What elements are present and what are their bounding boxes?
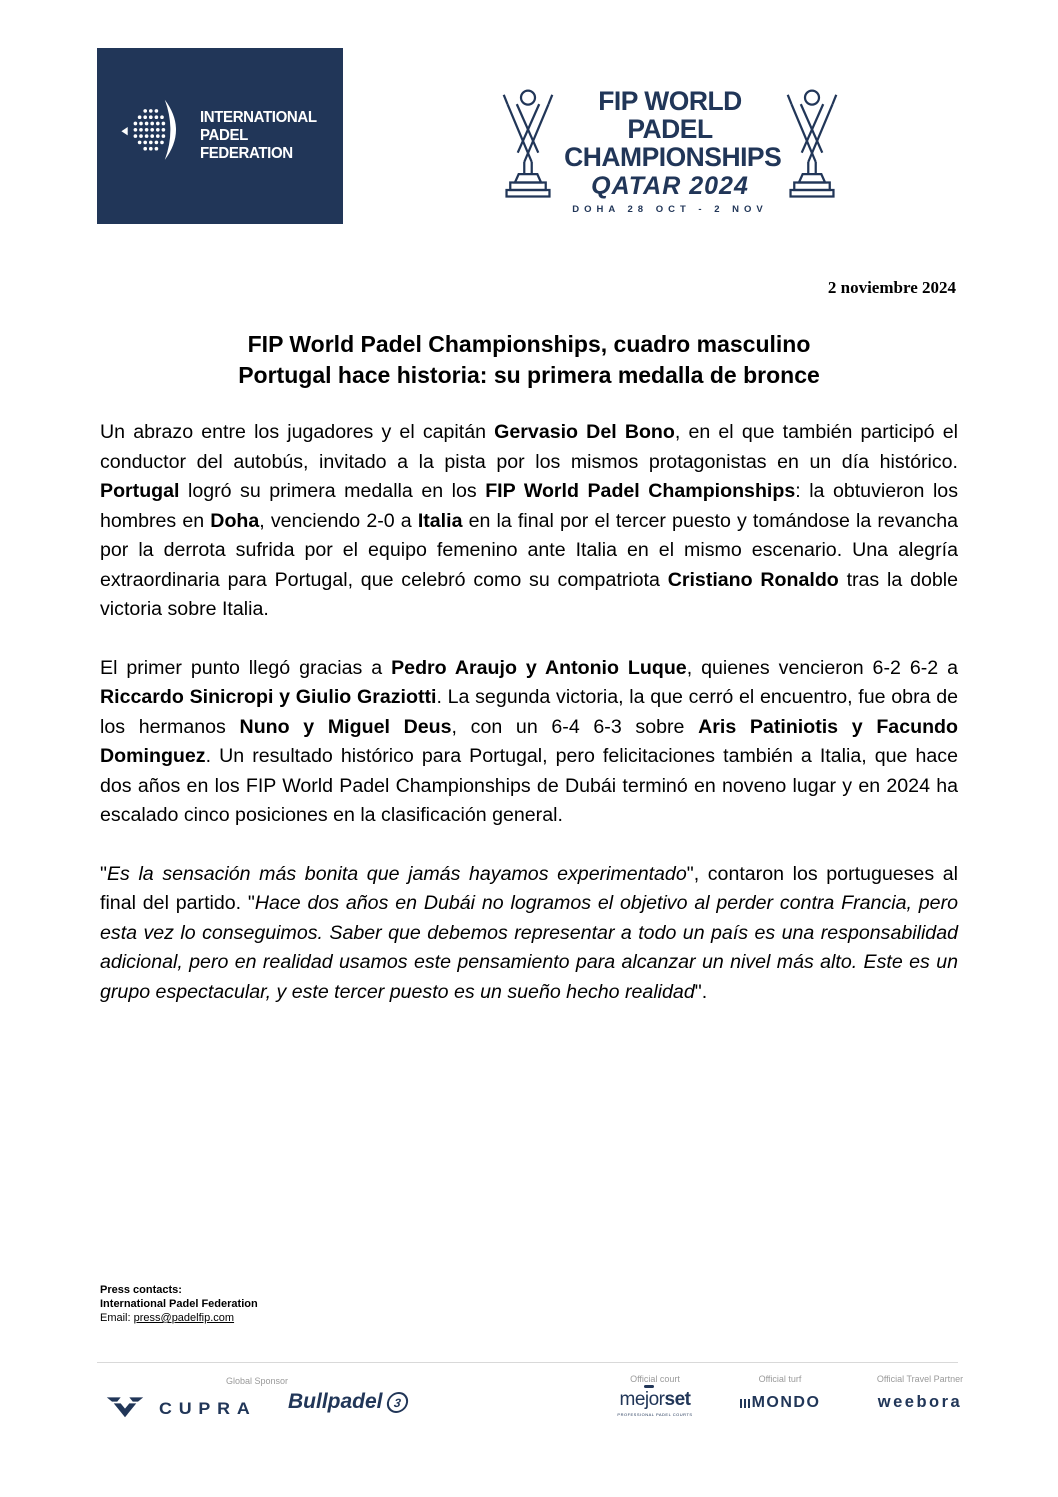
ipf-logo-line2: PADEL	[199, 127, 248, 144]
weebora-logo	[860, 1393, 980, 1412]
text-segment: "	[100, 862, 107, 885]
mejorset-dot-icon	[644, 1385, 654, 1388]
weebora-wordmark: weebora	[877, 1393, 963, 1411]
mejorset-wordmark-regular: mejor	[619, 1389, 665, 1410]
paragraph-1	[100, 418, 958, 625]
ipf-logo-line1: INTERNATIONAL	[199, 109, 317, 126]
text-segment: El primer punto llegó gracias a	[100, 656, 392, 679]
text-segment: tras la doble victoria sobre Italia.	[100, 568, 959, 620]
press-contacts-org: International Padel Federation	[100, 1298, 258, 1310]
mejorset-logo	[600, 1389, 710, 1417]
event-logo-line4: DOHA 28 OCT - 2 NOV	[572, 203, 768, 215]
event-logo	[500, 85, 840, 216]
mejorset-wordmark-bold: set	[664, 1389, 691, 1410]
text-segment: . Un resultado histórico para Portugal, pero felicitaciones también a Italia, que hace dos años en los FIP World Padel Championships de Dubái terminó en noveno lugar y en 2024 ha escalado cinco posiciones en la clasificación general.	[100, 745, 958, 826]
text-segment: Es la sensación más bonita que jamás hayamos experimentado	[106, 862, 687, 885]
ipf-logo-text	[200, 109, 317, 163]
cupra-wordmark: CUPRA	[159, 1398, 257, 1418]
text-segment: , en el que también participó el conductor del autobús, invitado a la pista por los mismos protagonistas en un día histórico.	[100, 421, 958, 473]
text-segment: : la obtuvieron los hombres en	[100, 480, 959, 532]
bullpadel-logo	[288, 1390, 408, 1414]
event-logo-line2: CHAMPIONSHIPS	[564, 141, 782, 172]
cupra-logo	[105, 1393, 257, 1424]
email-link[interactable]: press@padelfip.com	[133, 1312, 235, 1324]
text-segment: Portugal	[100, 480, 180, 502]
press-contacts-heading: Press contacts:	[100, 1284, 182, 1296]
sponsor-footer	[0, 1362, 1058, 1497]
text-segment: , con un 6-4 6-3 sobre	[451, 715, 699, 738]
press-contacts-email-row	[100, 1311, 258, 1325]
text-segment: Pedro Araujo y Antonio Luque	[391, 656, 687, 679]
text-segment: Aris Patiniotis y Facundo Dominguez	[100, 715, 958, 767]
text-segment: logró su primera medalla en los	[179, 480, 486, 502]
text-segment: Gervasio Del Bono	[494, 421, 675, 443]
bullpadel-circle-icon: 3	[385, 1392, 409, 1413]
mejorset-tagline: PROFESSIONAL PADEL COURTS	[617, 1412, 693, 1417]
trophy-icon-right	[784, 85, 840, 216]
text-segment: Riccardo Sinicropi y Giulio Graziotti	[100, 686, 437, 708]
press-contacts	[100, 1283, 258, 1325]
page-title	[0, 329, 1058, 391]
event-logo-line1: FIP WORLD PADEL	[598, 85, 742, 144]
text-segment: Nuno y Miguel Deus	[239, 715, 452, 738]
mondo-logo	[725, 1394, 835, 1412]
mondo-bars-icon	[740, 1399, 750, 1408]
text-segment: en la final por el tercer puesto y tomándose la revancha por la derrota sufrida por el equipo femenino ante Italia en el mismo escenario. Una alegría extraordinaria para Portugal, que celebró como su compatriota	[100, 509, 959, 591]
text-segment: , quienes vencieron 6-2 6-2 a	[686, 656, 958, 679]
document-date: 2 noviembre 2024	[827, 278, 956, 297]
text-segment: . La segunda victoria, la que cerró el encuentro, fue obra de los hermanos	[100, 686, 959, 738]
official-turf-label: Official turf	[758, 1374, 802, 1384]
footer-divider	[97, 1362, 958, 1363]
paragraph-2	[100, 654, 958, 831]
text-segment: Italia	[417, 509, 463, 532]
event-logo-line3: QATAR 2024	[591, 171, 749, 200]
text-segment: FIP World Padel Championships	[485, 480, 796, 502]
mondo-wordmark: MONDO	[751, 1394, 821, 1411]
text-segment: ".	[694, 980, 708, 1003]
ipf-logo-line3: FEDERATION	[199, 145, 293, 162]
ipf-logo	[97, 48, 343, 224]
official-court-label: Official court	[630, 1374, 680, 1384]
article-body	[100, 418, 958, 1036]
email-label: Email:	[100, 1312, 134, 1324]
text-segment: , venciendo 2-0 a	[259, 509, 418, 532]
text-segment: Cristiano Ronaldo	[667, 568, 839, 591]
cupra-icon	[105, 1393, 145, 1424]
ipf-dotted-racket-icon	[120, 95, 190, 178]
global-sponsor-label: Global Sponsor	[225, 1376, 289, 1386]
paragraph-3	[100, 860, 958, 1008]
text-segment: Hace dos años en Dubái no logramos el objetivo al perder contra Francia, pero esta vez lo conseguimos. Saber que debemos representar a todo un país es una responsabilidad adicional, pero en realidad usamos este pensamiento para alcanzar un nivel más alto. Este es un grupo espectacular, y este tercer puesto es un sueño hecho realidad	[100, 892, 958, 1003]
page-title-line1: FIP World Padel Championships, cuadro masculino	[247, 331, 811, 357]
trophy-icon-left	[500, 85, 556, 216]
text-segment: ", contaron los portugueses al final del partido. "	[100, 862, 958, 914]
bullpadel-wordmark: Bullpadel	[288, 1390, 383, 1413]
page-title-line2: Portugal hace historia: su primera medalla de bronce	[238, 362, 820, 388]
official-travel-partner-label: Official Travel Partner	[876, 1374, 964, 1384]
mejorset-wordmark	[620, 1389, 691, 1411]
text-segment: Un abrazo entre los jugadores y el capitán	[100, 421, 495, 443]
text-segment: Doha	[210, 509, 260, 532]
event-logo-text	[562, 85, 782, 215]
